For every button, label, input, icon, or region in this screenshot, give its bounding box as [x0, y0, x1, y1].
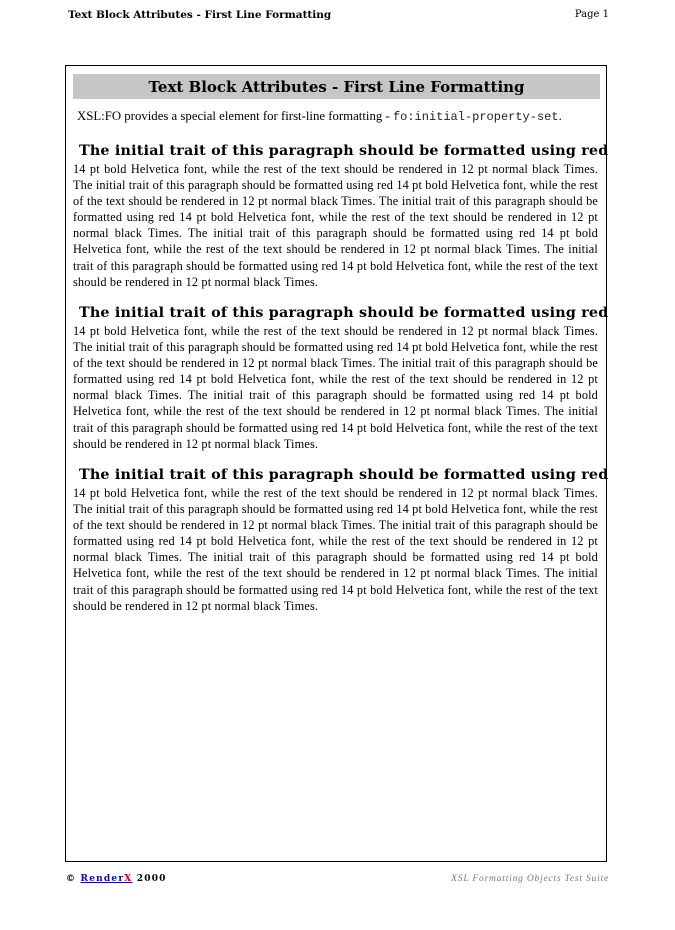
paragraph-2-body: 14 pt bold Helvetica font, while the rest of the text should be rendered in 12 pt normal black Times. The initial trait of this paragraph should be formatted using red 14 pt bold Helvetica font, while the rest of the text should be rendered in 12 pt normal black Times. The initial trait of this paragraph should be formatted using red 14 pt bold Helvetica font, while the rest of the text should be rendered in 12 pt normal black Times. The initial trait of this paragraph should be formatted using red 14 pt bold Helvetica font, while the rest of the text should be rendered in 12 pt normal black Times. The initial trait of this paragraph should be formatted using red 14 pt bold Helvetica font, while the rest of the text should be rendered in 12 pt normal black Times. — [73, 324, 598, 451]
intro-text — [77, 109, 597, 124]
paragraph-3-first-line: The initial trait of this paragraph should be formatted using red — [79, 467, 609, 483]
footer-suite-label: XSL Formatting Objects Test Suite — [451, 874, 609, 884]
paragraph-3-body: 14 pt bold Helvetica font, while the rest of the text should be rendered in 12 pt normal black Times. The initial trait of this paragraph should be formatted using red 14 pt bold Helvetica font, while the rest of the text should be rendered in 12 pt normal black Times. The initial trait of this paragraph should be formatted using red 14 pt bold Helvetica font, while the rest of the text should be rendered in 12 pt normal black Times. The initial trait of this paragraph should be formatted using red 14 pt bold Helvetica font, while the rest of the text should be rendered in 12 pt normal black Times. The initial trait of this paragraph should be formatted using red 14 pt bold Helvetica font, while the rest of the text should be rendered in 12 pt normal black Times. — [73, 486, 598, 613]
page-frame — [65, 65, 607, 862]
brand-x[interactable]: X — [124, 874, 133, 884]
copyright-symbol: © — [66, 874, 77, 884]
renderx-link[interactable] — [81, 874, 133, 884]
running-header-title: Text Block Attributes - First Line Formatting — [68, 9, 332, 21]
page-title: Text Block Attributes - First Line Formatting — [73, 74, 600, 99]
intro-sentence: XSL:FO provides a special element for first-line formatting - — [77, 109, 393, 123]
paragraph-2-first-line: The initial trait of this paragraph should be formatted using red — [79, 305, 609, 321]
brand-render[interactable]: Render — [80, 874, 125, 884]
paragraph-2 — [73, 304, 609, 452]
paragraph-1 — [73, 142, 609, 290]
footer-copyright — [66, 874, 167, 884]
paragraph-1-first-line: The initial trait of this paragraph should be formatted using red — [79, 143, 609, 159]
paragraph-3 — [73, 466, 609, 614]
page-number: Page 1 — [574, 9, 609, 20]
paragraph-1-body: 14 pt bold Helvetica font, while the rest of the text should be rendered in 12 pt normal black Times. The initial trait of this paragraph should be formatted using red 14 pt bold Helvetica font, while the rest of the text should be rendered in 12 pt normal black Times. The initial trait of this paragraph should be formatted using red 14 pt bold Helvetica font, while the rest of the text should be rendered in 12 pt normal black Times. The initial trait of this paragraph should be formatted using red 14 pt bold Helvetica font, while the rest of the text should be rendered in 12 pt normal black Times. The initial trait of this paragraph should be formatted using red 14 pt bold Helvetica font, while the rest of the text should be rendered in 12 pt normal black Times. — [73, 162, 598, 289]
intro-code: fo:initial-property-set — [392, 110, 559, 124]
intro-period: . — [558, 109, 562, 123]
copyright-year: 2000 — [136, 874, 167, 884]
